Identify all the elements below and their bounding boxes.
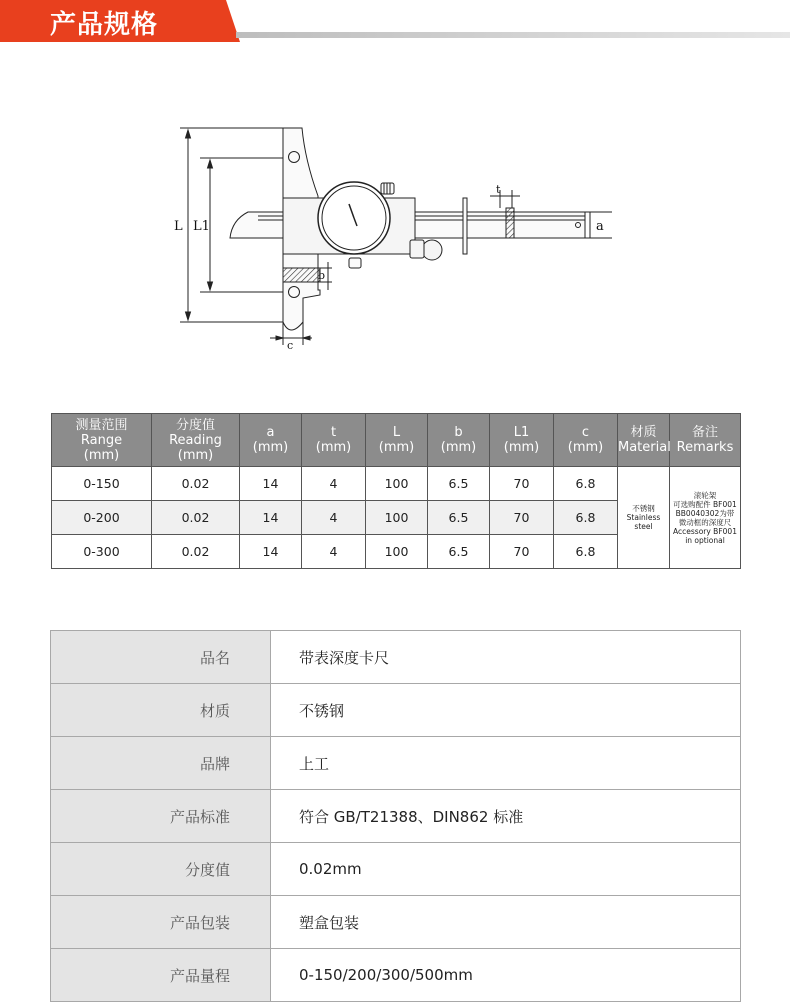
info-value: 不锈钢 (271, 684, 741, 737)
cell-range: 0-150 (52, 467, 152, 501)
cell-remarks: 滚轮架 可选购配件 BF001 BB0040302为带 微动框的深度尺 Accessory BF001 in optional (670, 467, 741, 569)
cell-c: 6.8 (554, 467, 618, 501)
label-b: b (318, 269, 326, 282)
cell-b: 6.5 (428, 535, 490, 569)
cell-material: 不锈钢 Stainless steel (618, 467, 670, 569)
info-row-reading (51, 843, 741, 896)
caliper-diagram (170, 120, 620, 355)
info-row-packaging (51, 896, 741, 949)
cell-range: 0-200 (52, 501, 152, 535)
label-t: t (496, 183, 501, 196)
label-c: c (287, 339, 294, 352)
info-value: 符合 GB/T21388、DIN862 标准 (271, 790, 741, 843)
info-value: 塑盒包装 (271, 896, 741, 949)
cell-L: 100 (366, 501, 428, 535)
cell-reading: 0.02 (152, 467, 240, 501)
cell-L: 100 (366, 535, 428, 569)
product-info-table (50, 630, 741, 1002)
info-value: 上工 (271, 737, 741, 790)
info-key: 分度值 (51, 843, 271, 896)
info-row-brand (51, 737, 741, 790)
cell-L: 100 (366, 467, 428, 501)
info-key: 品名 (51, 631, 271, 684)
info-value: 带表深度卡尺 (271, 631, 741, 684)
header-L1: L1 (mm) (490, 414, 554, 467)
cell-b: 6.5 (428, 467, 490, 501)
cell-c: 6.8 (554, 535, 618, 569)
header-L: L (mm) (366, 414, 428, 467)
header-reading: 分度值 Reading (mm) (152, 414, 240, 467)
label-L1: L1 (193, 219, 210, 234)
header-range: 测量范围 Range (mm) (52, 414, 152, 467)
section-title: 产品规格 (50, 10, 159, 40)
cell-a: 14 (240, 501, 302, 535)
header-divider (236, 32, 790, 38)
cell-t: 4 (302, 535, 366, 569)
info-key: 产品量程 (51, 949, 271, 1002)
cell-L1: 70 (490, 467, 554, 501)
header-b: b (mm) (428, 414, 490, 467)
cell-range: 0-300 (52, 535, 152, 569)
header-a: a (mm) (240, 414, 302, 467)
label-a: a (596, 219, 604, 234)
section-header (0, 0, 790, 42)
info-key: 产品标准 (51, 790, 271, 843)
info-row-range (51, 949, 741, 1002)
cell-a: 14 (240, 535, 302, 569)
info-row-name (51, 631, 741, 684)
info-value: 0-150/200/300/500mm (271, 949, 741, 1002)
header-c: c (mm) (554, 414, 618, 467)
table-row (52, 467, 741, 501)
info-value: 0.02mm (271, 843, 741, 896)
spec-header-row (52, 414, 741, 467)
info-key: 品牌 (51, 737, 271, 790)
cell-c: 6.8 (554, 501, 618, 535)
info-row-material (51, 684, 741, 737)
spec-table (51, 413, 741, 569)
info-row-standard (51, 790, 741, 843)
cell-t: 4 (302, 501, 366, 535)
cell-b: 6.5 (428, 501, 490, 535)
info-key: 材质 (51, 684, 271, 737)
header-remarks: 备注 Remarks (670, 414, 741, 467)
header-material: 材质 Material (618, 414, 670, 467)
cell-L1: 70 (490, 501, 554, 535)
cell-reading: 0.02 (152, 501, 240, 535)
header-t: t (mm) (302, 414, 366, 467)
label-L: L (174, 219, 183, 234)
cell-t: 4 (302, 467, 366, 501)
cell-L1: 70 (490, 535, 554, 569)
info-key: 产品包装 (51, 896, 271, 949)
cell-a: 14 (240, 467, 302, 501)
cell-reading: 0.02 (152, 535, 240, 569)
